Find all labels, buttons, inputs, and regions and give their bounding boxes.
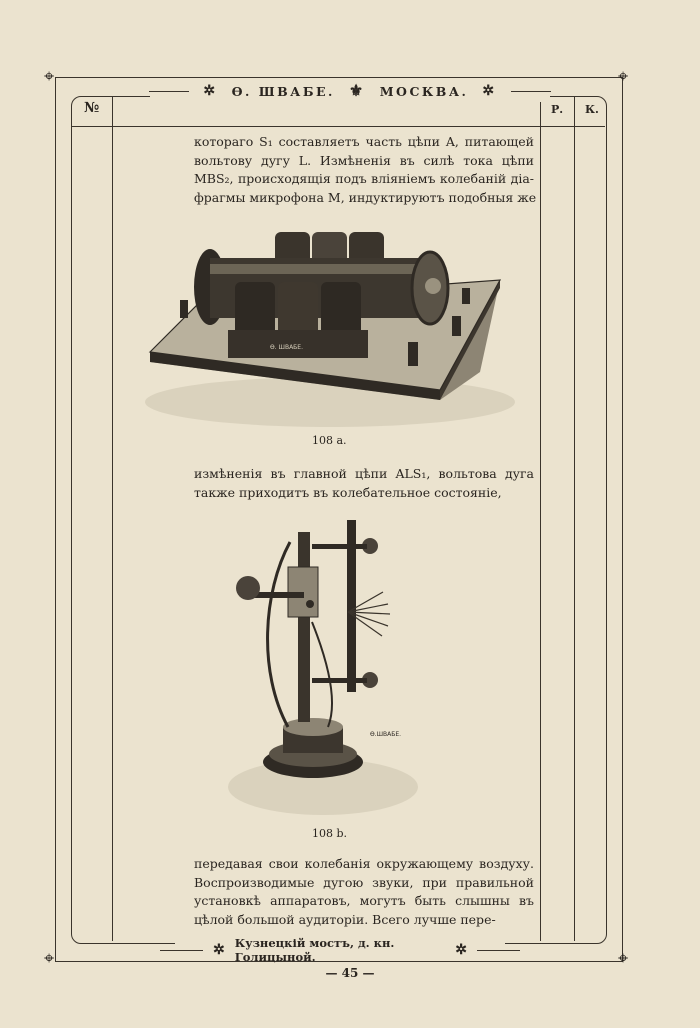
text-line: фрагмы микрофона M, индуктируютъ подобныя же — [194, 189, 537, 205]
figure-108a-maker-mark: Ѳ. ШВАБЕ. — [270, 344, 303, 351]
running-footer — [160, 936, 520, 964]
figure-108b-maker-mark: Ѳ.ШВАБЕ. — [370, 731, 402, 738]
running-header — [140, 81, 560, 101]
text-line: установкѣ аппаратовъ, могутъ быть слышны въ — [194, 893, 534, 908]
text-line: вольтову дугу L. Измѣненія въ силѣ тока цѣпи — [194, 152, 534, 168]
text-line: цѣлой большой аудиторіи. Всего лучше пере- — [194, 911, 496, 927]
price-column-rule-mid — [574, 97, 575, 941]
figure-108b-caption: 108 b. — [312, 827, 348, 840]
corner-ornament-icon: ⌖ — [618, 66, 629, 87]
column-number-label: № — [84, 100, 100, 116]
corner-ornament-icon: ⌖ — [44, 948, 55, 969]
text-line: Воспроизводимые дугою звуки, при правильной — [194, 874, 534, 890]
figure-108a-illustration — [140, 212, 520, 432]
rosette-icon: ✲ — [213, 942, 225, 958]
body-paragraph-2 — [194, 465, 534, 502]
header-city: МОСКВА. — [379, 83, 469, 99]
table-header-rule — [72, 126, 605, 127]
price-column-rule-left — [540, 97, 541, 941]
column-k-label: К. — [585, 103, 599, 116]
corner-ornament-icon: ⌖ — [44, 66, 55, 87]
figure-108b-illustration — [228, 512, 428, 822]
figure-108a-caption: 108 a. — [312, 434, 347, 447]
text-line: MBS₂, происходящія подъ вліяніемъ колебаній діа- — [194, 171, 534, 186]
text-line: передавая свои колебанія окружающему воздуху. — [194, 856, 534, 871]
text-line: также приходитъ въ колебательное состояніе, — [194, 484, 502, 500]
rosette-icon: ✲ — [455, 942, 467, 958]
corner-ornament-icon: ⌖ — [618, 948, 629, 969]
page-number: — 45 — — [325, 966, 375, 980]
body-paragraph-1 — [194, 133, 537, 207]
header-firm-name: Ѳ. ШВАБЕ. — [231, 83, 335, 99]
double-eagle-icon: ⚜ — [348, 81, 366, 100]
rosette-icon: ✲ — [482, 83, 497, 99]
body-paragraph-3 — [194, 855, 534, 929]
text-line: котораго S₁ составляетъ часть цѣпи A, питающей — [194, 134, 534, 149]
rosette-icon: ✲ — [203, 83, 218, 99]
text-line: измѣненія въ главной цѣпи ALS₁, вольтова дуга — [194, 466, 534, 481]
column-r-label: Р. — [551, 103, 564, 116]
footer-address: Кузнецкій мостъ, д. кн. Голицыной. — [234, 936, 395, 964]
number-column-rule — [112, 97, 113, 941]
